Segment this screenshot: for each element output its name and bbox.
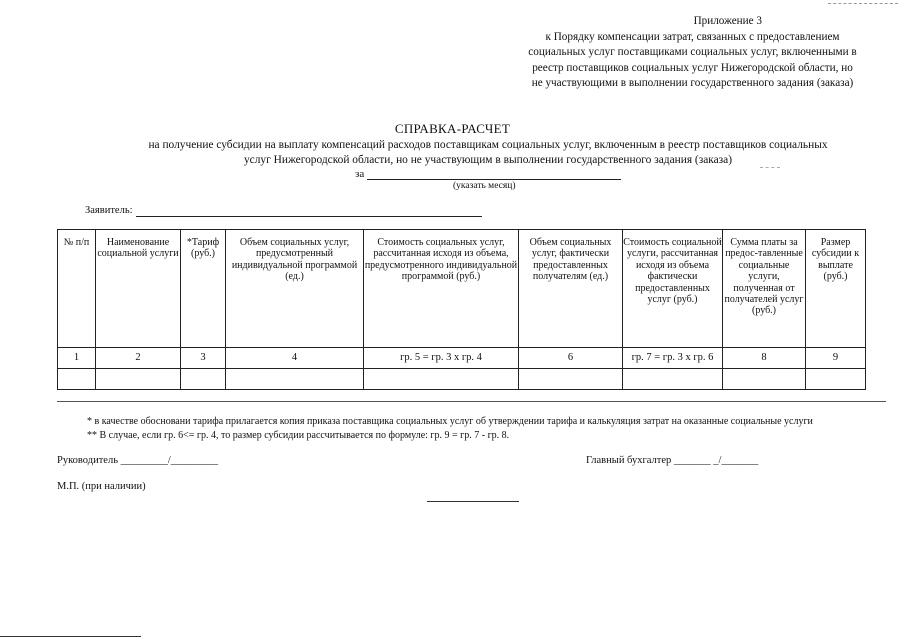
applicant-input-line[interactable]: [136, 216, 482, 217]
empty-cell[interactable]: [226, 369, 364, 390]
number-cell: 3: [181, 348, 226, 369]
bottom-left-line: [0, 636, 141, 637]
period-hint: (указать месяц): [453, 181, 516, 191]
empty-cell[interactable]: [723, 369, 806, 390]
head-signature: Руководитель _________/_________: [57, 455, 219, 466]
header-cell: Объем социальных услуг, предусмотренный индивидуальной программой (ед.): [226, 230, 364, 348]
empty-cell[interactable]: [519, 369, 623, 390]
document-subtitle: [88, 138, 888, 168]
empty-cell[interactable]: [806, 369, 866, 390]
empty-cell[interactable]: [96, 369, 181, 390]
table-row: [58, 369, 866, 390]
header-cell: Размер субсидии к выплате (руб.): [806, 230, 866, 348]
period-prefix: за: [355, 168, 365, 180]
appendix-line: реестр поставщиков социальных услуг Нижегородской области, но: [532, 61, 853, 74]
accountant-signature: Главный бухгалтер _______ _/_______: [586, 455, 759, 466]
footnote-2: ** В случае, если гр. 6<= гр. 4, то размер субсидии рассчитывается по формуле: гр. 9 = гр. 7 - гр. 8.: [87, 430, 510, 441]
subtitle-line-1: на получение субсидии на выплату компенсаций расходов поставщикам социальных услуг, включенным в реестр поставщиков социальных: [148, 139, 828, 151]
number-cell: гр. 7 = гр. 3 x гр. 6: [623, 348, 723, 369]
empty-cell[interactable]: [364, 369, 519, 390]
separator-line: [57, 401, 886, 402]
table-header-row: [58, 230, 866, 348]
column-number-row: [58, 348, 866, 369]
stamp-label: М.П. (при наличии): [57, 481, 146, 492]
footnote-1: * в качестве обосновани тарифа прилагается копия приказа поставщика социальных услуг об утверждении тарифа и калькуляция затрат на оказанные социальные услуги: [87, 416, 813, 427]
header-cell: Наименование социальной услуги: [96, 230, 181, 348]
empty-cell[interactable]: [623, 369, 723, 390]
number-cell: гр. 5 = гр. 3 x гр. 4: [364, 348, 519, 369]
number-cell: 8: [723, 348, 806, 369]
empty-cell[interactable]: [181, 369, 226, 390]
header-cell: Стоимость социальной услуги, рассчитанная исходя из объема фактически предоставленных услуг (руб.): [623, 230, 723, 348]
number-cell: 4: [226, 348, 364, 369]
appendix-line: не участвующими в выполнении государственного задания (заказа): [531, 77, 854, 90]
header-cell: Сумма платы за предос-тавленные социальные услуги, полученная от получателей услуг (руб.): [723, 230, 806, 348]
appendix-line: к Порядку компенсации затрат, связанных с предоставлением: [545, 30, 840, 43]
center-underline: [427, 501, 519, 502]
appendix-title: Приложение 3: [693, 15, 762, 27]
number-cell: 2: [96, 348, 181, 369]
document-title: СПРАВКА-РАСЧЕТ: [394, 121, 511, 136]
number-cell: 9: [806, 348, 866, 369]
appendix-line: социальных услуг поставщиками социальных услуг, включенными в: [528, 46, 857, 59]
top-right-dash-line: [828, 3, 898, 4]
header-cell: *Тариф (руб.): [181, 230, 226, 348]
appendix-header: [500, 14, 885, 92]
subtitle-line-2: услуг Нижегородской области, но не участвующим в выполнении государственного задания (заказа): [243, 154, 733, 166]
header-cell: Объем социальных услуг, фактически предоставленных получателям (ед.): [519, 230, 623, 348]
number-cell: 6: [519, 348, 623, 369]
faint-dash: [760, 167, 780, 168]
calculation-table: [57, 229, 866, 390]
period-input-line[interactable]: [367, 179, 621, 180]
applicant-label: Заявитель:: [85, 205, 133, 216]
header-cell: Стоимость социальных услуг, рассчитанная исходя из объема, предусмотренного индивидуальной программой (руб.): [364, 230, 519, 348]
header-cell: № п/п: [58, 230, 96, 348]
empty-cell[interactable]: [58, 369, 96, 390]
number-cell: 1: [58, 348, 96, 369]
